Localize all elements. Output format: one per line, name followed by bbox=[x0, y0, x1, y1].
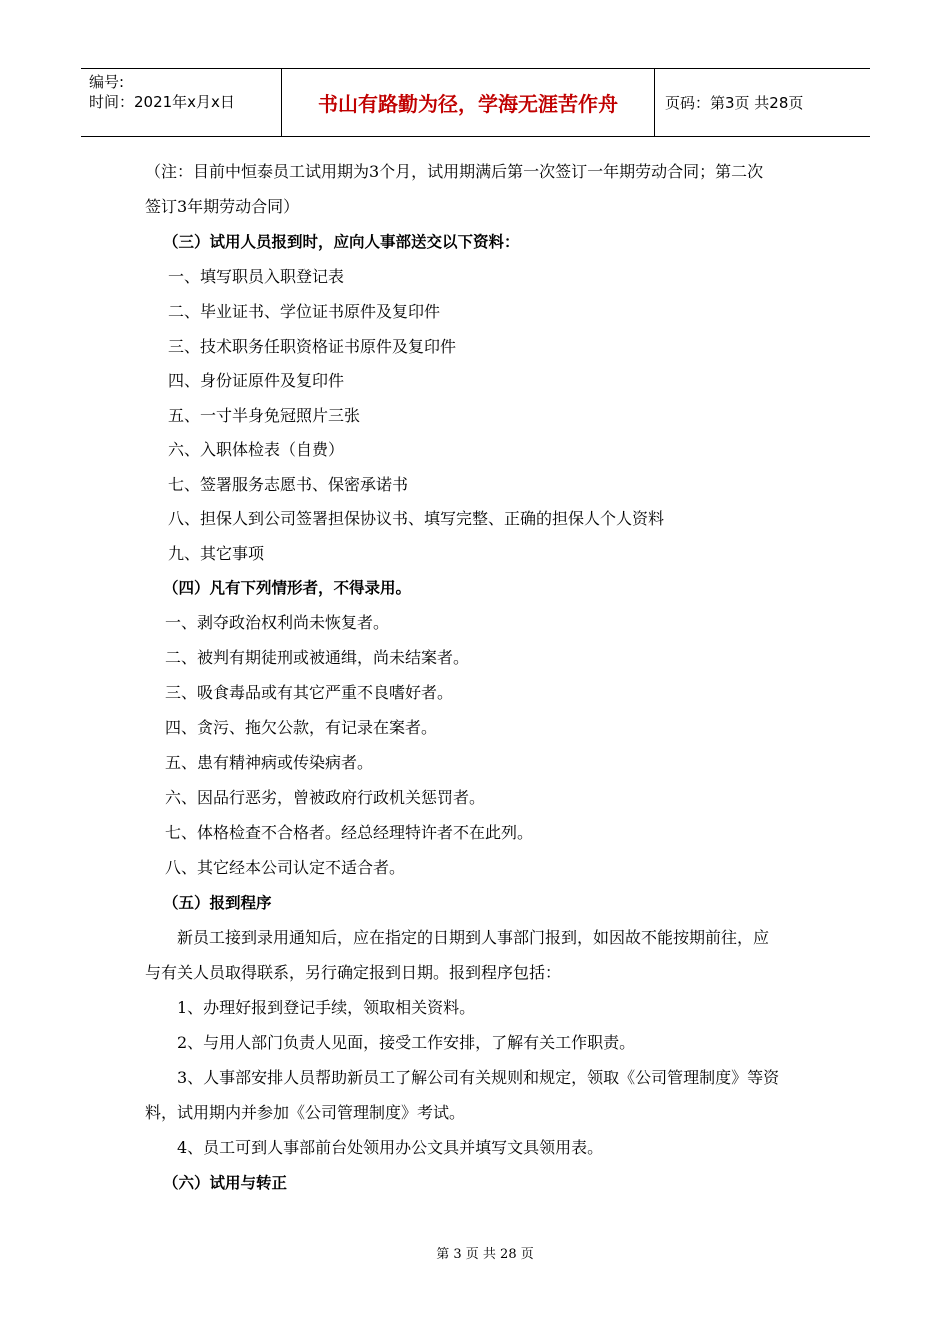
list-item-continuation: 料，试用期内并参加《公司管理制度》考试。 bbox=[145, 1103, 466, 1122]
doc-number-label: 编号: bbox=[89, 73, 125, 91]
header-meta bbox=[81, 69, 282, 136]
note-line-2: 签订3年期劳动合同） bbox=[145, 197, 300, 216]
section-6-title: （六）试用与转正 bbox=[163, 1174, 288, 1192]
list-item: 四、身份证原件及复印件 bbox=[168, 371, 345, 390]
list-item: 五、患有精神病或传染病者。 bbox=[165, 753, 374, 772]
page-header bbox=[81, 68, 870, 137]
note-line-1: （注：目前中恒泰员工试用期为3个月，试用期满后第一次签订一年期劳动合同；第二次 bbox=[145, 162, 764, 181]
list-item: 2、与用人部门负责人见面，接受工作安排，了解有关工作职责。 bbox=[177, 1033, 636, 1052]
doc-time-label: 时间：2021年x月x日 bbox=[89, 93, 235, 111]
section-5-title: （五）报到程序 bbox=[163, 894, 272, 912]
list-item: 一、填写职员入职登记表 bbox=[168, 267, 345, 286]
list-item: 二、被判有期徒刑或被通缉，尚未结案者。 bbox=[165, 648, 470, 667]
list-item: 七、体格检查不合格者。经总经理特许者不在此列。 bbox=[165, 823, 534, 842]
header-page-number: 页码：第3页 共28页 bbox=[665, 94, 804, 112]
page-footer: 第 3 页 共 28 页 bbox=[436, 1247, 534, 1262]
section-3-title: （三）试用人员报到时，应向人事部送交以下资料： bbox=[163, 233, 520, 251]
list-item: 八、其它经本公司认定不适合者。 bbox=[165, 858, 406, 877]
list-item: 三、吸食毒品或有其它严重不良嗜好者。 bbox=[165, 683, 454, 702]
list-item: 1、办理好报到登记手续，领取相关资料。 bbox=[177, 998, 476, 1017]
list-item: 四、贪污、拖欠公款，有记录在案者。 bbox=[165, 718, 438, 737]
list-item: 4、员工可到人事部前台处领用办公文具并填写文具领用表。 bbox=[177, 1138, 604, 1157]
list-item: 3、人事部安排人员帮助新员工了解公司有关规则和规定，领取《公司管理制度》等资 bbox=[177, 1068, 780, 1087]
list-item: 五、一寸半身免冠照片三张 bbox=[168, 406, 361, 425]
section-5-paragraph-line-1: 新员工接到录用通知后，应在指定的日期到人事部门报到，如因故不能按期前往，应 bbox=[177, 928, 770, 947]
list-item: 一、剥夺政治权利尚未恢复者。 bbox=[165, 613, 390, 632]
section-5-paragraph-line-2: 与有关人员取得联系，另行确定报到日期。报到程序包括： bbox=[145, 963, 562, 982]
header-motto: 书山有路勤为径，学海无涯苦作舟 bbox=[282, 69, 655, 136]
list-item: 七、签署服务志愿书、保密承诺书 bbox=[168, 475, 409, 494]
list-item: 六、因品行恶劣，曾被政府行政机关惩罚者。 bbox=[165, 788, 486, 807]
list-item: 八、担保人到公司签署担保协议书、填写完整、正确的担保人个人资料 bbox=[168, 509, 665, 528]
list-item: 二、毕业证书、学位证书原件及复印件 bbox=[168, 302, 441, 321]
list-item: 三、技术职务任职资格证书原件及复印件 bbox=[168, 337, 457, 356]
section-4-title: （四）凡有下列情形者，不得录用。 bbox=[163, 579, 412, 597]
list-item: 六、入职体检表（自费） bbox=[168, 440, 345, 459]
list-item: 九、其它事项 bbox=[168, 544, 265, 563]
